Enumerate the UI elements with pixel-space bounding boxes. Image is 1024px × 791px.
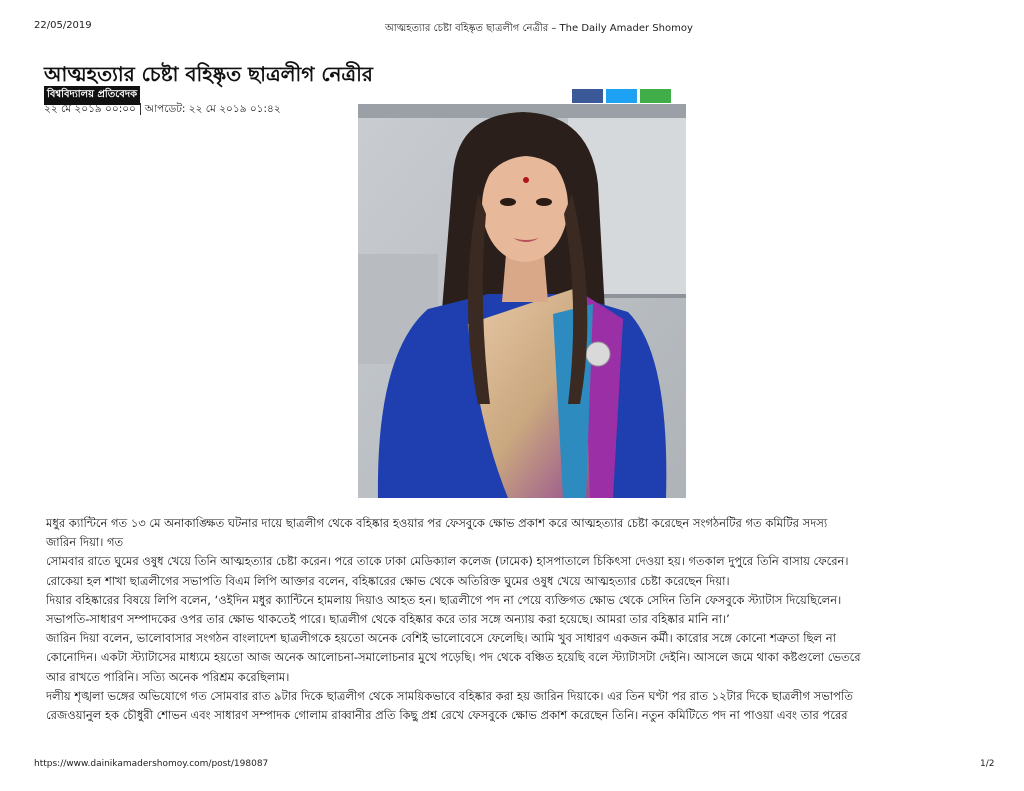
twitter-share-button[interactable] — [606, 89, 637, 103]
article-line: সভাপতি-সাধারণ সম্পাদকের ওপর তার ক্ষোভ থাকতেই পারে। ছাত্রলীগ থেকে বহিষ্কার করে তার সঙ্গে অন্যায় করা হয়েছে। আমরা তার বহিষ্কার মানি না।’ — [46, 612, 730, 627]
updated-date: আপডেট: ২২ মে ২০১৯ ০১:৪২ — [144, 103, 281, 115]
print-date: 22/05/2019 — [34, 20, 92, 31]
facebook-share-button[interactable] — [572, 89, 603, 103]
portrait-photo-illustration — [358, 104, 686, 498]
article-body — [46, 514, 986, 725]
article-line: দিয়ার বহিষ্কারের বিষয়ে লিপি বলেন, ‘ওইদিন মধুর ক্যান্টিনে হামলায় দিয়াও আহত হন। ছাত্রলীগে পদ না পেয়ে ব্যক্তিগত ক্ষোভ থেকে সেদিন তিনি ফেসবুকে স্ট্যাটাস দিয়েছিলেন। — [46, 592, 842, 607]
page-number: 1/2 — [980, 759, 995, 769]
article-line: কোনোদিন। একটা স্ট্যাটাসের মাধ্যমে হয়তো আজ অনেক আলোচনা-সমালোচনার মুখে পড়েছি। পদ থেকে বঞ্চিত হয়েছি বলে স্ট্যাটাসটা দেইনি। আসলে জমে থাকা কষ্টগুলো ভেতরে — [46, 650, 861, 665]
article-line: জারিন দিয়া। গত — [46, 535, 124, 550]
whatsapp-share-button[interactable] — [640, 89, 671, 103]
article-headline: আত্মহত্যার চেষ্টা বহিষ্কৃত ছাত্রলীগ নেত্রীর — [44, 62, 373, 87]
date-divider — [140, 103, 141, 115]
article-line: রোকেয়া হল শাখা ছাত্রলীগের সভাপতি বিএম লিপি আক্তার বলেন, বহিষ্কারের ক্ষোভ থেকে অতিরিক্ত ঘুমের ওষুধ খেয়ে আত্মহত্যার চেষ্টা করেছেন দিয়া। — [46, 573, 730, 588]
article-line: জারিন দিয়া বলেন, ভালোবাসার সংগঠন বাংলাদেশ ছাত্রলীগকে হয়তো অনেক বেশিই ভালোবেসে ফেলেছি। আমি খুব সাধারণ একজন কর্মী। কারোর সঙ্গে কোনো শত্রুতা ছিল না — [46, 631, 836, 646]
article-photo — [358, 104, 686, 498]
footer-url: https://www.dainikamadershomoy.com/post/198087 — [34, 759, 269, 769]
print-page-title: আত্মহত্যার চেষ্টা বহিষ্কৃত ছাত্রলীগ নেত্রীর – The Daily Amader Shomoy — [385, 23, 693, 34]
article-line: সোমবার রাতে ঘুমের ওষুধ খেয়ে তিনি আত্মহত্যার চেষ্টা করেন। পরে তাকে ঢাকা মেডিক্যাল কলেজ (ঢামেক) হাসপাতালে চিকিৎসা দেওয়া হয়। গতকাল দুপুরে তিনি বাসায় ফেরেন। — [46, 554, 849, 569]
article-line: আর রাখতে পারিনি। সত্যি অনেক পরিশ্রম করেছিলাম। — [46, 669, 290, 684]
published-date: ২২ মে ২০১৯ ০০:০০ — [44, 103, 136, 115]
article-line: দলীয় শৃঙ্খলা ভঙ্গের অভিযোগে গত সোমবার রাত ৯টার দিকে ছাত্রলীগ থেকে সাময়িকভাবে বহিষ্কার করা হয় জারিন দিয়াকে। এর তিন ঘণ্টা পর রাত ১২টার দিকে ছাত্রলীগ সভাপতি — [46, 688, 853, 703]
article-dates — [44, 102, 281, 119]
article-byline: বিশ্ববিদ্যালয় প্রতিবেদক — [44, 86, 140, 105]
article-line: মধুর ক্যান্টিনে গত ১৩ মে অনাকাঙ্ক্ষিত ঘটনার দায়ে ছাত্রলীগ থেকে বহিষ্কার হওয়ার পর ফেসবুকে ক্ষোভ প্রকাশ করে আত্মহত্যার চেষ্টা করেছেন সংগঠনটির গত কমিটির সদস্য — [46, 516, 828, 530]
article-line: রেজওয়ানুল হক চৌধুরী শোভন এবং সাধারণ সম্পাদক গোলাম রাব্বানীর প্রতি কিছু প্রশ্ন রেখে ফেসবুকে ক্ষোভ প্রকাশ করেছেন তিনি। নতুন কমিটিতে পদ না পাওয়া এবং তার পরের — [46, 708, 848, 723]
